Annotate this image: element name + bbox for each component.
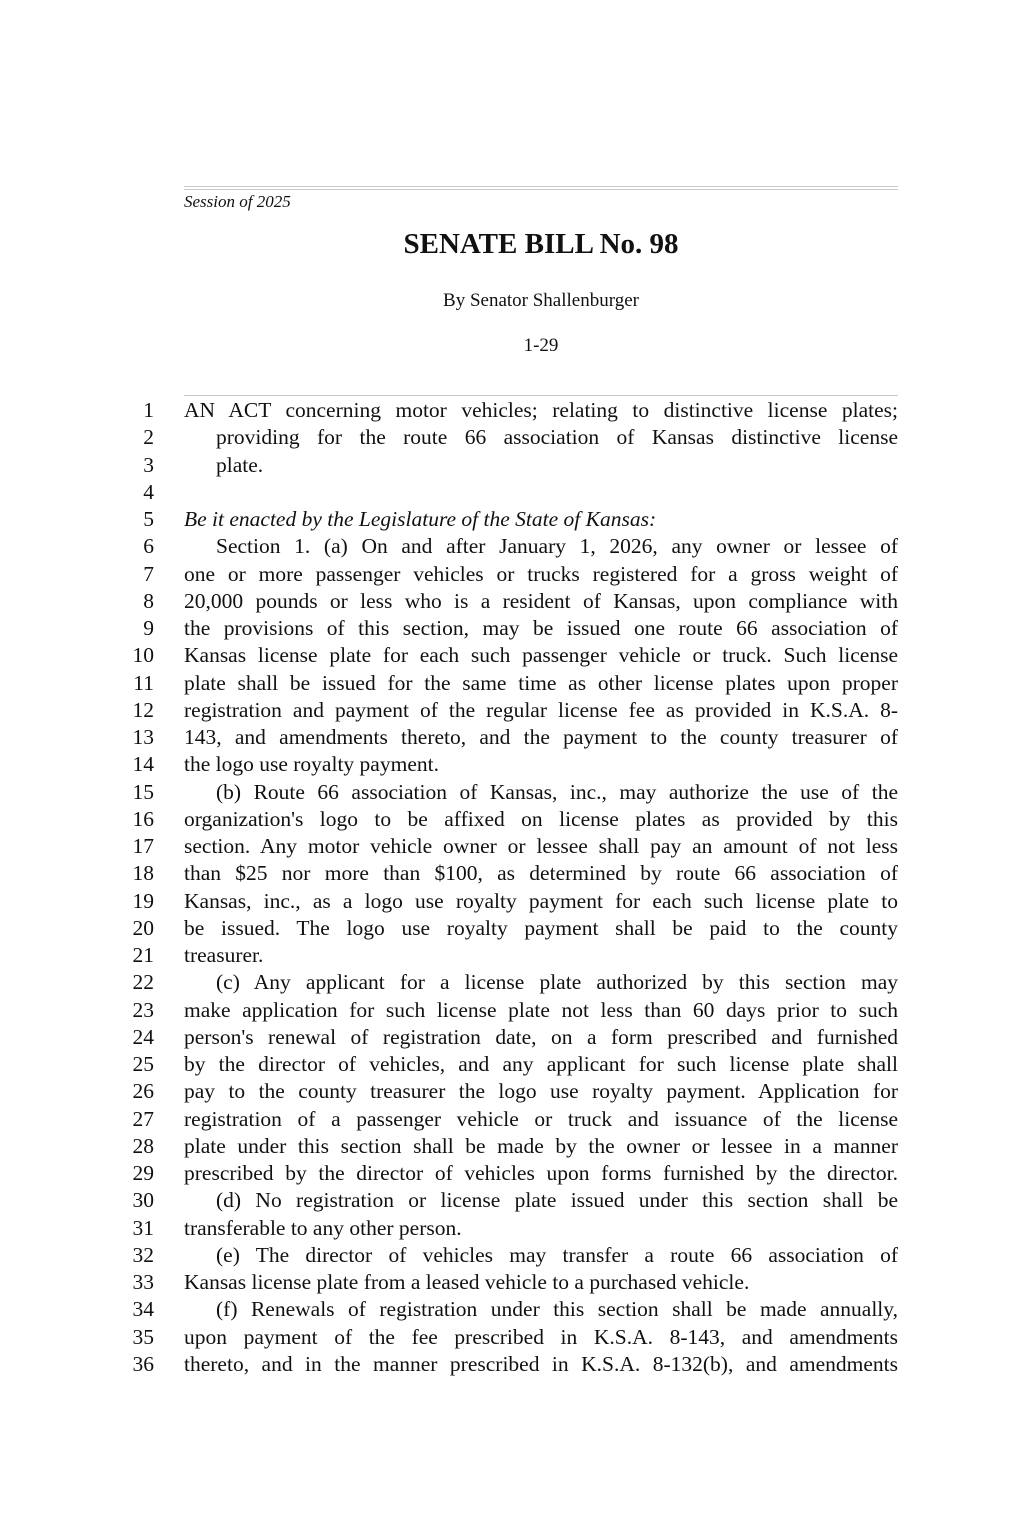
line-number: 24 [132, 1024, 154, 1049]
bill-title: SENATE BILL No. 98 [403, 228, 679, 260]
header-rule-bottom [184, 395, 898, 396]
line-text: AN ACT concerning motor vehicles; relating to distinctive license plates; [184, 398, 898, 422]
bill-line [0, 915, 1024, 942]
header-rule-top [184, 186, 898, 187]
line-text: prescribed by the director of vehicles upon forms furnished by the director. [184, 1161, 898, 1185]
header-rule-top-second [184, 189, 898, 190]
line-number: 30 [132, 1188, 154, 1213]
line-text: Kansas, inc., as a logo use royalty payment for each such license plate to [184, 888, 898, 913]
bill-line [0, 424, 1024, 451]
bill-text-body [0, 397, 1024, 1378]
bill-line [0, 969, 1024, 996]
bill-line [0, 942, 1024, 969]
bill-line [0, 1160, 1024, 1187]
bill-line [0, 506, 1024, 533]
line-text: (e) The director of vehicles may transfer a route 66 association of [216, 1242, 898, 1267]
line-text: 143, and amendments thereto, and the payment to the county treasurer of [184, 725, 898, 749]
bill-line [0, 697, 1024, 724]
line-number: 16 [132, 806, 154, 831]
bill-line [0, 452, 1024, 479]
line-number: 12 [132, 697, 154, 722]
line-number: 25 [132, 1052, 154, 1076]
line-number: 31 [132, 1215, 154, 1240]
line-text: registration and payment of the regular license fee as provided in K.S.A. 8- [184, 697, 898, 722]
bill-line [0, 806, 1024, 833]
line-text: Kansas license plate for each such passenger vehicle or truck. Such license [184, 643, 898, 668]
line-number: 32 [132, 1242, 154, 1267]
line-text: be issued. The logo use royalty payment shall be paid to the county [184, 915, 898, 940]
line-number: 26 [132, 1079, 154, 1104]
bill-line [0, 1215, 1024, 1242]
bill-line [0, 642, 1024, 669]
line-text: (f) Renewals of registration under this section shall be made annually, [216, 1297, 898, 1322]
line-number: 15 [132, 779, 154, 804]
line-text: plate. [216, 452, 264, 477]
bill-line [0, 1078, 1024, 1105]
line-text: make application for such license plate not less than 60 days prior to such [184, 997, 898, 1022]
line-text: registration of a passenger vehicle or truck and issuance of the license [184, 1106, 898, 1131]
line-text: plate shall be issued for the same time as other license plates upon proper [184, 670, 898, 695]
line-number: 11 [133, 670, 154, 695]
bill-line [0, 888, 1024, 915]
bill-sponsor: By Senator Shallenburger [443, 290, 639, 311]
bill-line [0, 1187, 1024, 1214]
line-number: 29 [132, 1161, 154, 1185]
line-text: Kansas license plate from a leased vehicle to a purchased vehicle. [184, 1270, 750, 1294]
line-text: by the director of vehicles, and any applicant for such license plate shall [184, 1052, 898, 1076]
line-text: providing for the route 66 association of Kansas distinctive license [216, 425, 898, 450]
line-text: (d) No registration or license plate issued under this section shall be [216, 1188, 898, 1213]
session-label: Session of 2025 [184, 192, 291, 211]
bill-line [0, 1269, 1024, 1296]
line-text: the logo use royalty payment. [184, 752, 439, 777]
line-number: 19 [132, 888, 154, 913]
bill-line [0, 1051, 1024, 1078]
bill-line [0, 1296, 1024, 1323]
bill-line [0, 751, 1024, 778]
bill-line [0, 724, 1024, 751]
line-number: 7 [143, 561, 154, 586]
bill-line [0, 670, 1024, 697]
line-text: (c) Any applicant for a license plate authorized by this section may [216, 970, 898, 995]
line-text: Section 1. (a) On and after January 1, 2026, any owner or lessee of [216, 534, 898, 559]
line-number: 10 [132, 643, 154, 668]
line-number: 33 [132, 1270, 154, 1294]
line-number: 4 [143, 479, 154, 504]
line-number: 8 [143, 588, 154, 613]
bill-line [0, 1324, 1024, 1351]
line-text: 20,000 pounds or less who is a resident of Kansas, upon compliance with [184, 588, 898, 613]
line-text: pay to the county treasurer the logo use royalty payment. Application for [184, 1079, 898, 1104]
line-number: 28 [132, 1133, 154, 1158]
line-number: 14 [132, 752, 154, 777]
line-number: 27 [132, 1106, 154, 1131]
bill-line [0, 588, 1024, 615]
line-number: 6 [143, 534, 154, 559]
bill-line [0, 561, 1024, 588]
bill-line [0, 1024, 1024, 1051]
line-text: one or more passenger vehicles or trucks registered for a gross weight of [184, 561, 898, 586]
line-number: 9 [143, 616, 154, 640]
bill-line [0, 779, 1024, 806]
line-number: 21 [132, 943, 154, 967]
line-text: (b) Route 66 association of Kansas, inc., may authorize the use of the [216, 779, 898, 804]
line-number: 22 [132, 970, 154, 995]
line-text: organization's logo to be affixed on license plates as provided by this [184, 806, 898, 831]
bill-line [0, 1106, 1024, 1133]
line-number: 36 [132, 1351, 154, 1376]
line-number: 13 [132, 725, 154, 749]
bill-line [0, 479, 1024, 506]
bill-line [0, 860, 1024, 887]
line-number: 34 [132, 1297, 154, 1322]
line-number: 1 [143, 398, 154, 422]
line-number: 35 [132, 1324, 154, 1349]
line-number: 18 [132, 861, 154, 886]
line-text: upon payment of the fee prescribed in K.S.A. 8-143, and amendments [184, 1324, 898, 1349]
line-number: 17 [132, 834, 154, 858]
line-number: 5 [143, 507, 154, 531]
bill-line [0, 1351, 1024, 1378]
bill-line [0, 615, 1024, 642]
line-number: 3 [143, 452, 154, 477]
line-text: thereto, and in the manner prescribed in K.S.A. 8-132(b), and amendments [184, 1351, 898, 1376]
line-text: treasurer. [184, 943, 264, 967]
bill-line [0, 833, 1024, 860]
line-text: plate under this section shall be made by the owner or lessee in a manner [184, 1133, 898, 1158]
line-text: section. Any motor vehicle owner or lessee shall pay an amount of not less [184, 834, 898, 858]
line-text: transferable to any other person. [184, 1215, 462, 1240]
bill-line [0, 533, 1024, 560]
line-text: than $25 nor more than $100, as determined by route 66 association of [184, 861, 898, 886]
line-number: 20 [132, 915, 154, 940]
line-number: 2 [143, 425, 154, 450]
line-number: 23 [132, 997, 154, 1022]
bill-date: 1-29 [523, 335, 559, 356]
line-text: Be it enacted by the Legislature of the State of Kansas: [184, 507, 657, 531]
line-text: the provisions of this section, may be issued one route 66 association of [184, 616, 898, 640]
bill-line [0, 997, 1024, 1024]
line-text: person's renewal of registration date, on a form prescribed and furnished [184, 1024, 898, 1049]
bill-line [0, 397, 1024, 424]
bill-line [0, 1242, 1024, 1269]
bill-line [0, 1133, 1024, 1160]
